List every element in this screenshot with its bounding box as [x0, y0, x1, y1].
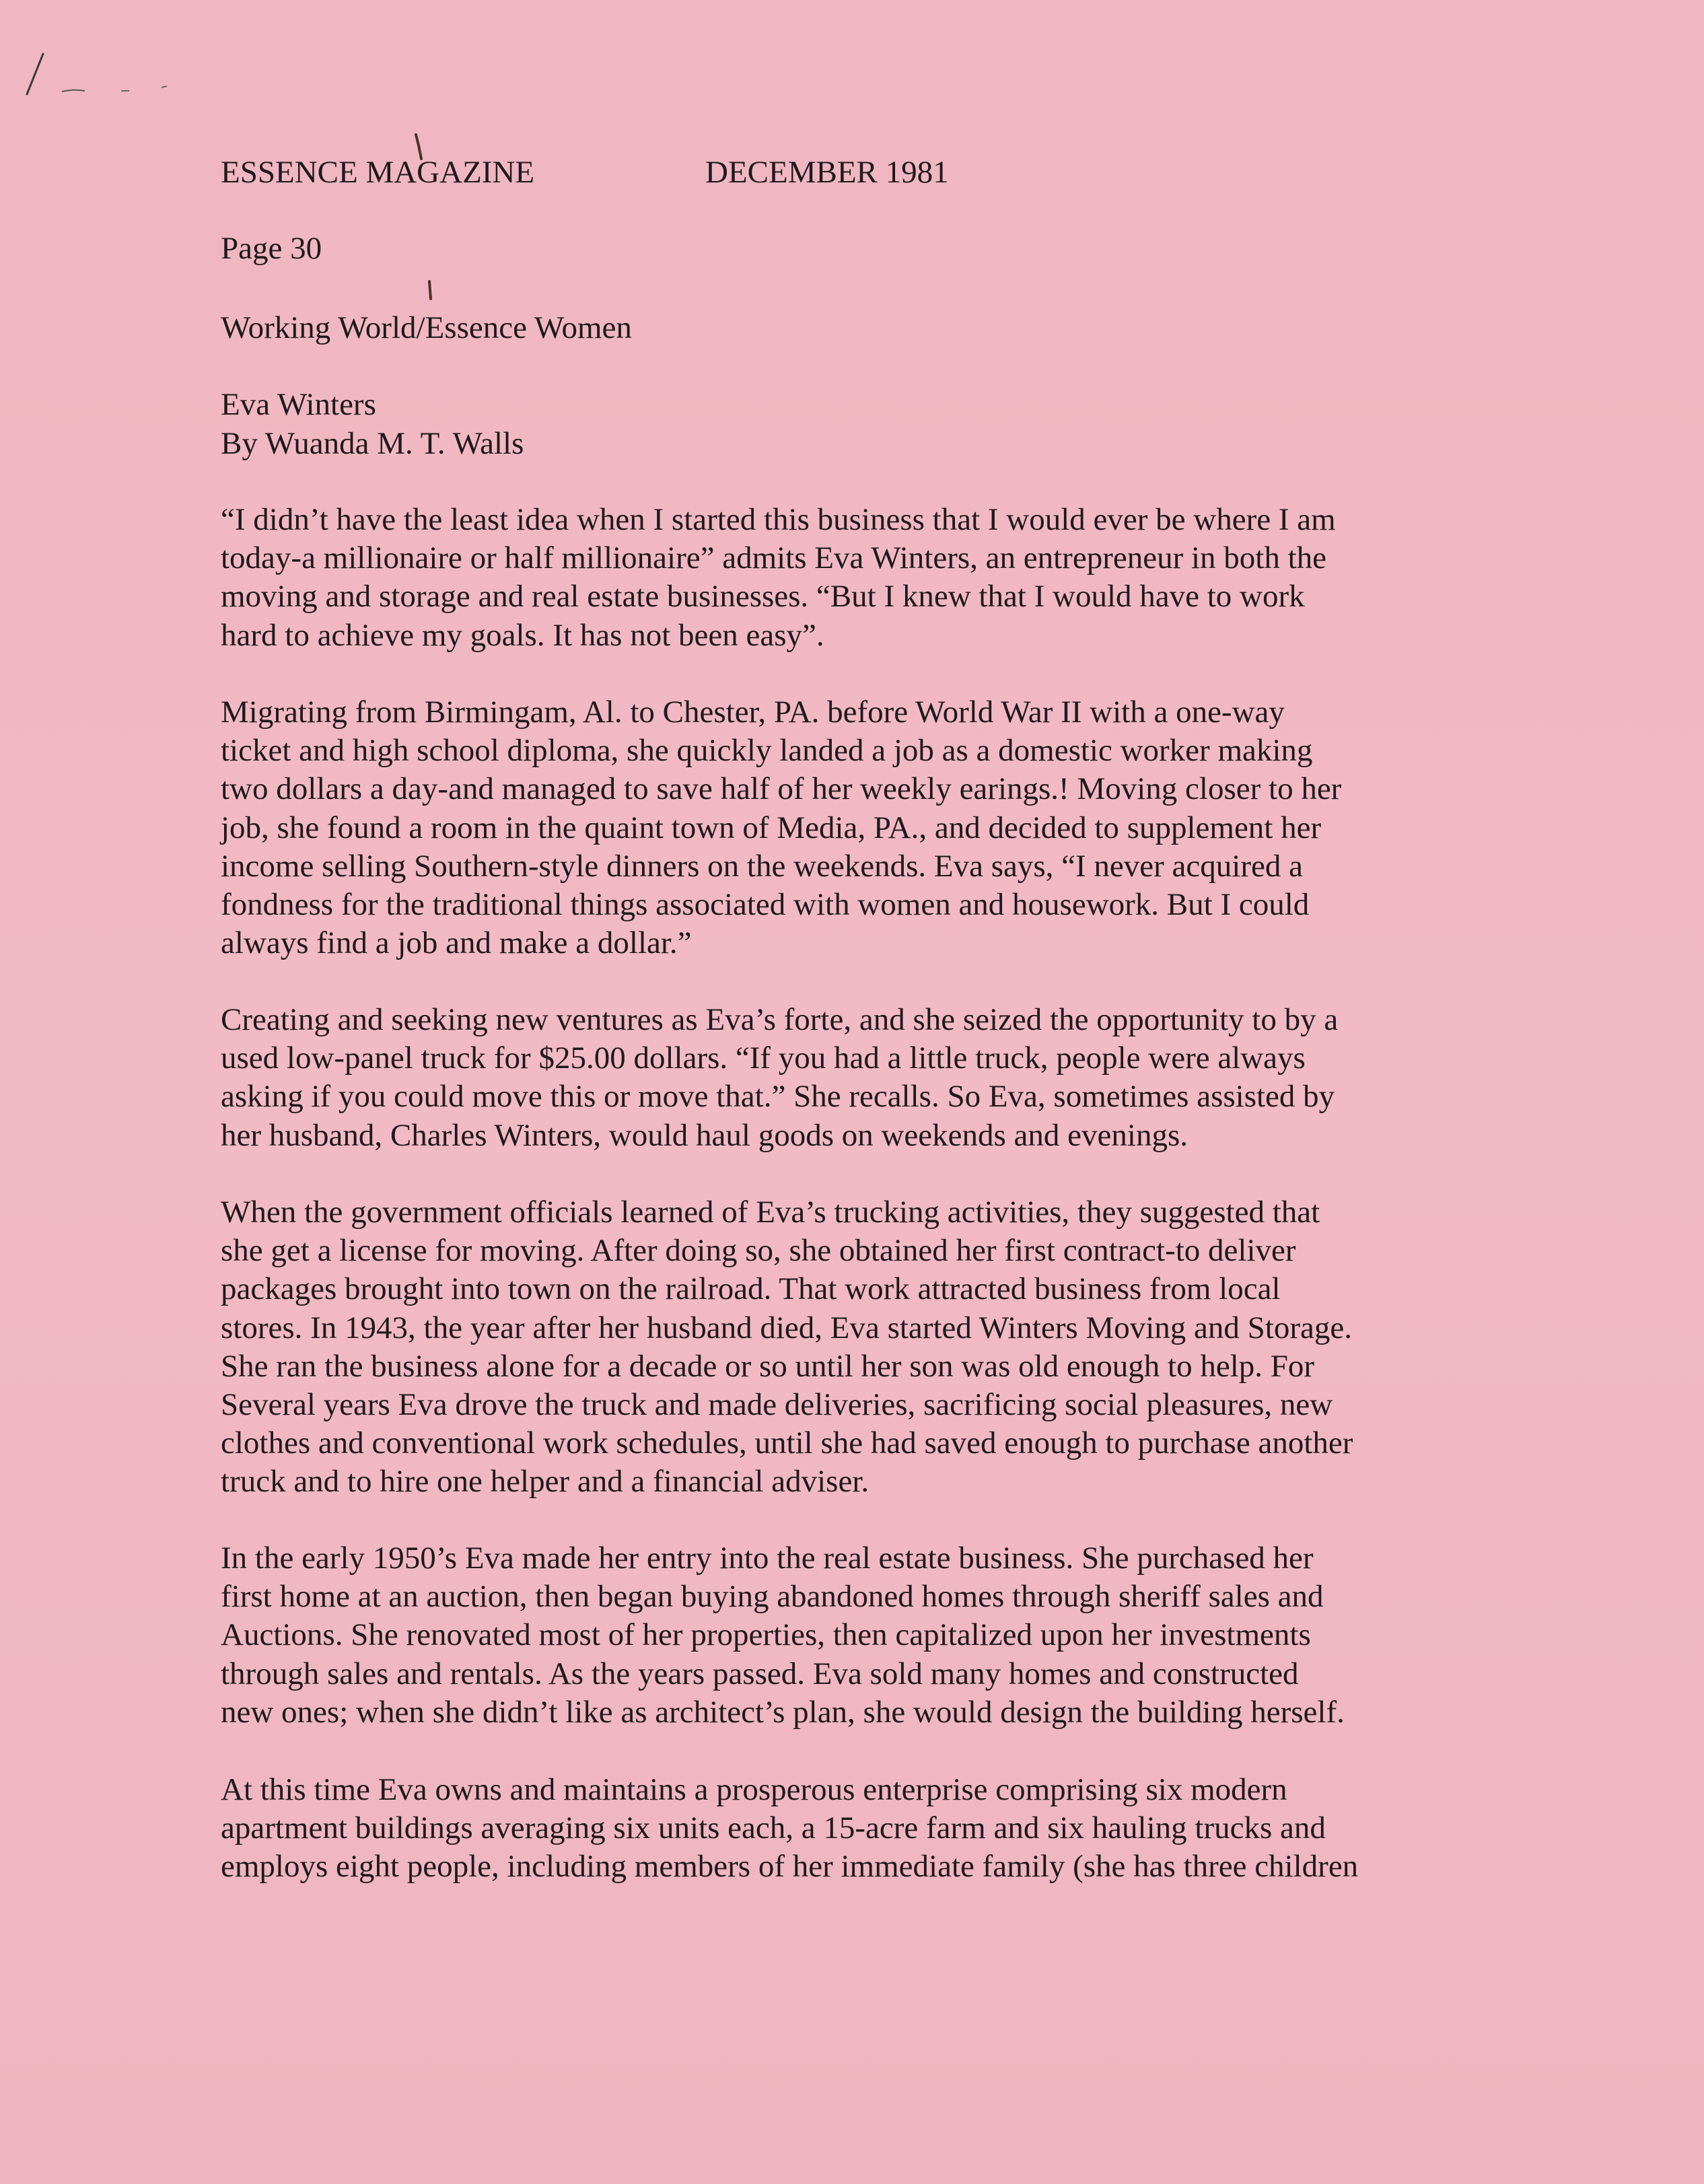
- text-line: she get a license for moving. After doing so, she obtained her first contract-to deliver: [221, 1233, 1296, 1269]
- paragraph-2: [221, 693, 1341, 962]
- text-line: Several years Eva drove the truck and made deliveries, sacrificing social pleasures, new: [221, 1387, 1333, 1423]
- section-title: Working World/Essence Women: [221, 310, 632, 345]
- text-line: two dollars a day-and managed to save half of her weekly earings.! Moving closer to her: [221, 771, 1342, 807]
- text-line: apartment buildings averaging six units each, a 15-acre farm and six hauling trucks and: [221, 1810, 1326, 1846]
- text-line: moving and storage and real estate businesses. “But I knew that I would have to work: [221, 579, 1305, 614]
- byline: By Wuanda M. T. Walls: [221, 426, 524, 461]
- text-line: In the early 1950’s Eva made her entry into the real estate business. She purchased her: [221, 1541, 1314, 1576]
- text-line: At this time Eva owns and maintains a prosperous enterprise comprising six modern: [221, 1772, 1287, 1807]
- text-line: today-a millionaire or half millionaire” admits Eva Winters, an entrepreneur in both the: [221, 540, 1327, 576]
- text-line: employs eight people, including members of her immediate family (she has three children: [221, 1849, 1359, 1884]
- text-line: “I didn’t have the least idea when I started this business that I would ever be where I am: [221, 502, 1336, 537]
- publication-date: DECEMBER 1981: [705, 155, 949, 190]
- text-line: She ran the business alone for a decade or so until her son was old enough to help. For: [221, 1348, 1315, 1384]
- header: [221, 152, 949, 192]
- text-line: asking if you could move this or move that.” She recalls. So Eva, sometimes assisted by: [221, 1079, 1335, 1115]
- text-line: first home at an auction, then began buying abandoned homes through sheriff sales and: [221, 1579, 1324, 1615]
- text-line: Auctions. She renovated most of her properties, then capitalized upon her investments: [221, 1617, 1311, 1653]
- text-line: always find a job and make a dollar.”: [221, 925, 692, 961]
- paragraph-1: [221, 501, 1336, 655]
- paragraph-5: [221, 1539, 1345, 1732]
- paragraph-4: [221, 1193, 1353, 1502]
- text-line: used low-panel truck for $25.00 dollars. “If you had a little truck, people were always: [221, 1041, 1306, 1076]
- page-number: Page 30: [221, 231, 322, 266]
- text-line: new ones; when she didn’t like as architect’s plan, she would design the building herself.: [221, 1694, 1345, 1730]
- handwritten-mark: [20, 27, 182, 108]
- ink-speck: [424, 279, 437, 306]
- text-line: through sales and rentals. As the years passed. Eva sold many homes and constructed: [221, 1656, 1299, 1691]
- text-line: hard to achieve my goals. It has not been easy”.: [221, 617, 824, 653]
- publication-name: ESSENCE MAGAZINE: [221, 155, 535, 190]
- text-line: her husband, Charles Winters, would haul goods on weekends and evenings.: [221, 1117, 1188, 1153]
- text-line: ticket and high school diploma, she quickly landed a job as a domestic worker making: [221, 733, 1313, 769]
- text-line: When the government officials learned of Eva’s trucking activities, they suggested that: [221, 1195, 1320, 1230]
- text-line: fondness for the traditional things associated with women and housework. But I could: [221, 887, 1310, 923]
- text-line: Creating and seeking new ventures as Eva’s forte, and she seized the opportunity to by a: [221, 1002, 1339, 1037]
- paragraph-6: [221, 1771, 1358, 1887]
- text-line: income selling Southern-style dinners on the weekends. Eva says, “I never acquired a: [221, 848, 1303, 884]
- text-line: clothes and conventional work schedules, until she had saved enough to purchase another: [221, 1425, 1353, 1461]
- text-line: packages brought into town on the railroad. That work attracted business from local: [221, 1271, 1281, 1307]
- text-line: truck and to hire one helper and a financial adviser.: [221, 1464, 869, 1500]
- text-line: job, she found a room in the quaint town of Media, PA., and decided to supplement her: [221, 810, 1322, 845]
- paragraph-3: [221, 1001, 1338, 1155]
- article-title: Eva Winters: [221, 387, 376, 422]
- text-line: Migrating from Birmingam, Al. to Chester, PA. before World War II with a one-way: [221, 695, 1285, 730]
- text-line: stores. In 1943, the year after her husband died, Eva started Winters Moving and Storage.: [221, 1310, 1352, 1345]
